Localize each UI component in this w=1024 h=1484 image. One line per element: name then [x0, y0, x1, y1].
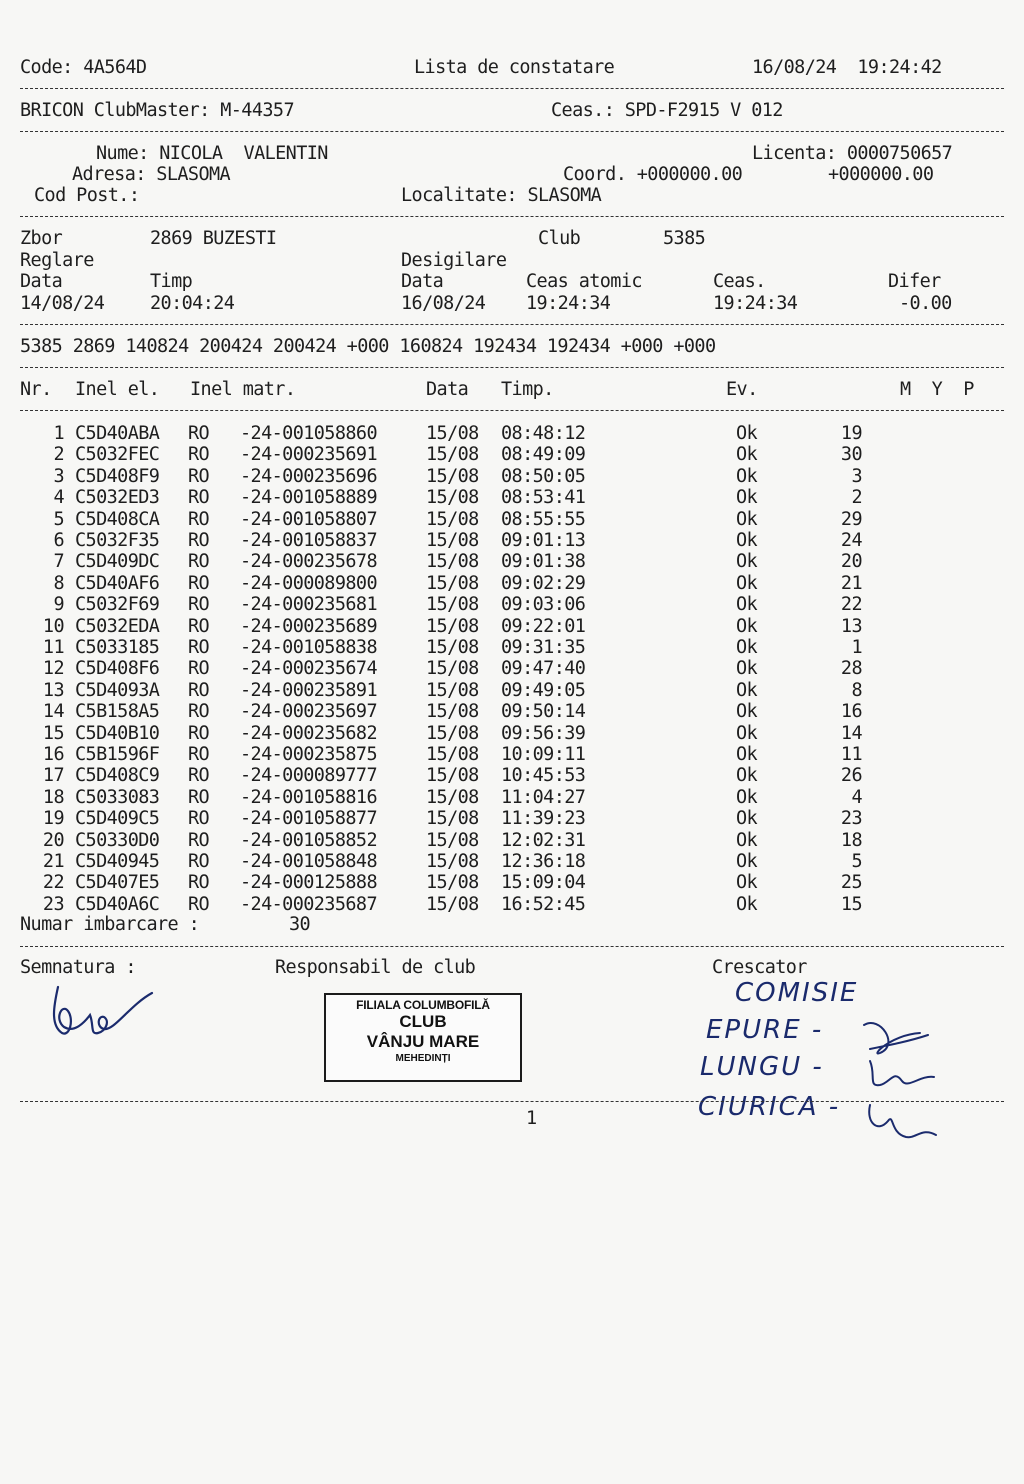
row-ev: Ok: [736, 658, 758, 680]
row-m: 11: [840, 744, 862, 765]
row-date: 15/08: [426, 893, 479, 915]
row-nr: 11: [42, 637, 64, 658]
col-inel-matr: Inel matr.: [190, 379, 296, 400]
row-date: 15/08: [426, 786, 479, 808]
col-timp: Timp.: [501, 379, 554, 400]
row-date: 15/08: [426, 872, 479, 894]
row-country: RO: [188, 744, 210, 765]
row-time: 10:45:53: [501, 765, 586, 787]
row-inel-el: C50330D0: [75, 829, 160, 851]
row-m: 4: [851, 786, 862, 808]
club-stamp: [324, 993, 522, 1082]
table-row: [0, 765, 1024, 786]
row-nr: 21: [42, 851, 64, 872]
row-nr: 6: [53, 530, 64, 551]
row-country: RO: [188, 851, 210, 872]
table-row: [0, 509, 1024, 530]
row-nr: 23: [42, 893, 64, 915]
table-row: [0, 551, 1024, 572]
row-inel-el: C5D408CA: [75, 508, 160, 530]
row-inel-el: C5033083: [75, 786, 160, 808]
signature-scribble: [40, 975, 160, 1055]
row-inel-matr: -24-000235687: [240, 893, 377, 915]
table-row: [0, 744, 1024, 765]
row-nr: 14: [42, 701, 64, 723]
col-myp: M Y P: [900, 379, 974, 400]
reglare-date: 14/08/24: [20, 293, 105, 314]
owner-address: Adresa: SLASOMA: [72, 164, 231, 185]
col-ev: Ev.: [726, 379, 758, 400]
row-country: RO: [188, 530, 210, 551]
row-country: RO: [188, 829, 210, 851]
owner-coord: Coord. +000000.00: [563, 164, 743, 185]
row-country: RO: [188, 594, 210, 616]
row-nr: 15: [42, 722, 64, 744]
row-ev: Ok: [736, 893, 758, 915]
zbor-label: Zbor: [20, 228, 63, 249]
row-inel-matr: -24-000089800: [240, 572, 377, 594]
row-m: 25: [840, 872, 862, 894]
row-inel-matr: -24-001058860: [240, 423, 377, 444]
row-ev: Ok: [736, 530, 758, 551]
row-date: 15/08: [426, 765, 479, 787]
row-nr: 17: [42, 765, 64, 787]
boarding-value: 30: [289, 914, 311, 935]
row-nr: 10: [42, 615, 64, 637]
row-inel-el: C5D40A6C: [75, 893, 160, 915]
row-inel-el: C5D409C5: [75, 808, 160, 830]
row-nr: 1: [53, 423, 64, 444]
row-ev: Ok: [736, 551, 758, 573]
row-inel-el: C5032F35: [75, 530, 160, 551]
separator: [20, 131, 1004, 132]
row-nr: 13: [42, 679, 64, 701]
table-row: [0, 872, 1024, 893]
separator: [20, 88, 1004, 89]
row-country: RO: [188, 508, 210, 530]
code-text: Code: 4A564D: [20, 57, 147, 78]
table-row: [0, 808, 1024, 829]
clubmaster-text: BRICON ClubMaster: M-44357: [20, 100, 294, 121]
row-time: 09:49:05: [501, 679, 586, 701]
table-row: [0, 680, 1024, 701]
row-ev: Ok: [736, 594, 758, 616]
row-ev: Ok: [736, 444, 758, 466]
row-time: 09:31:35: [501, 637, 586, 658]
row-country: RO: [188, 487, 210, 509]
row-date: 15/08: [426, 829, 479, 851]
row-inel-el: C5033185: [75, 637, 160, 658]
row-m: 26: [840, 765, 862, 787]
row-inel-matr: -24-001058848: [240, 851, 377, 872]
separator: [20, 324, 1004, 325]
row-time: 12:02:31: [501, 829, 586, 851]
row-nr: 3: [53, 465, 64, 487]
row-m: 23: [840, 808, 862, 830]
row-country: RO: [188, 872, 210, 894]
row-m: 16: [840, 701, 862, 723]
row-inel-matr: -24-000235689: [240, 615, 377, 637]
col-nr: Nr.: [20, 379, 52, 400]
reglare-label: Reglare: [20, 250, 94, 271]
row-time: 08:49:09: [501, 444, 586, 466]
row-time: 09:02:29: [501, 572, 586, 594]
row-ev: Ok: [736, 829, 758, 851]
row-inel-el: C5B1596F: [75, 744, 160, 765]
owner-name: Nume: NICOLA VALENTIN: [96, 143, 328, 164]
row-inel-matr: -24-001058889: [240, 487, 377, 509]
col-data: Data: [426, 379, 469, 400]
reglare-time: 20:04:24: [150, 293, 235, 314]
row-time: 12:36:18: [501, 851, 586, 872]
row-date: 15/08: [426, 808, 479, 830]
owner-postal: Cod Post.:: [34, 185, 140, 206]
row-country: RO: [188, 572, 210, 594]
row-country: RO: [188, 551, 210, 573]
difer-label: Difer: [888, 271, 941, 292]
row-inel-el: C5D40945: [75, 851, 160, 872]
row-m: 15: [840, 893, 862, 915]
row-ev: Ok: [736, 722, 758, 744]
row-m: 13: [840, 615, 862, 637]
owner-license: Licenta: 0000750657: [752, 143, 953, 164]
row-time: 09:03:06: [501, 594, 586, 616]
row-inel-el: C5D409DC: [75, 551, 160, 573]
desigilare-data-label: Data: [401, 271, 444, 292]
row-time: 11:04:27: [501, 786, 586, 808]
table-row: [0, 658, 1024, 679]
row-date: 15/08: [426, 658, 479, 680]
row-ev: Ok: [736, 786, 758, 808]
row-date: 15/08: [426, 637, 479, 658]
difer-value: -0.00: [899, 293, 952, 314]
row-time: 11:39:23: [501, 808, 586, 830]
row-country: RO: [188, 722, 210, 744]
zbor-value: 2869 BUZESTI: [150, 228, 277, 249]
row-time: 08:55:55: [501, 508, 586, 530]
row-nr: 7: [53, 551, 64, 573]
row-inel-matr: -24-000235875: [240, 744, 377, 765]
row-inel-el: C5D4093A: [75, 679, 160, 701]
row-time: 10:09:11: [501, 744, 586, 765]
table-header: [0, 379, 1024, 400]
row-date: 15/08: [426, 615, 479, 637]
row-ev: Ok: [736, 808, 758, 830]
row-country: RO: [188, 658, 210, 680]
row-date: 15/08: [426, 722, 479, 744]
signature-label: Semnatura :: [20, 957, 136, 978]
row-inel-matr: -24-000235691: [240, 444, 377, 466]
row-ev: Ok: [736, 765, 758, 787]
handwritten-ciurica: CIURICA -: [698, 1092, 841, 1122]
row-nr: 4: [53, 487, 64, 509]
row-inel-matr: -24-000235697: [240, 701, 377, 723]
row-m: 1: [851, 637, 862, 658]
committee-signatures: [850, 1005, 940, 1155]
row-nr: 18: [42, 786, 64, 808]
separator: [20, 367, 1004, 368]
row-inel-el: C5D408F9: [75, 465, 160, 487]
desigilare-clock-time: 19:24:34: [713, 293, 798, 314]
row-country: RO: [188, 615, 210, 637]
desigilare-atomic-time: 19:24:34: [526, 293, 611, 314]
handwritten-comisie: COMISIE: [735, 978, 859, 1008]
row-time: 09:01:13: [501, 530, 586, 551]
table-row: [0, 701, 1024, 722]
row-inel-matr: -24-001058837: [240, 530, 377, 551]
separator: [20, 1101, 1004, 1102]
row-time: 09:47:40: [501, 658, 586, 680]
table-row: [0, 530, 1024, 551]
row-ev: Ok: [736, 465, 758, 487]
row-ev: Ok: [736, 744, 758, 765]
table-row: [0, 723, 1024, 744]
row-inel-matr: -24-001058877: [240, 808, 377, 830]
row-m: 14: [840, 722, 862, 744]
table-row: [0, 894, 1024, 915]
row-time: 08:50:05: [501, 465, 586, 487]
row-inel-el: C5032EDA: [75, 615, 160, 637]
row-nr: 20: [42, 829, 64, 851]
row-date: 15/08: [426, 701, 479, 723]
row-ev: Ok: [736, 701, 758, 723]
row-date: 15/08: [426, 851, 479, 872]
table-row: [0, 830, 1024, 851]
row-country: RO: [188, 786, 210, 808]
row-m: 3: [851, 465, 862, 487]
row-m: 28: [840, 658, 862, 680]
row-time: 09:56:39: [501, 722, 586, 744]
row-country: RO: [188, 465, 210, 487]
row-nr: 9: [53, 594, 64, 616]
row-inel-matr: -24-001058816: [240, 786, 377, 808]
row-country: RO: [188, 444, 210, 466]
row-inel-matr: -24-001058852: [240, 829, 377, 851]
document-datetime: 16/08/24 19:24:42: [752, 57, 942, 78]
row-time: 09:50:14: [501, 701, 586, 723]
boarding-label: Numar imbarcare :: [20, 914, 200, 935]
row-m: 20: [840, 551, 862, 573]
club-responsible-label: Responsabil de club: [275, 957, 476, 978]
row-ev: Ok: [736, 615, 758, 637]
row-m: 30: [840, 444, 862, 466]
row-country: RO: [188, 808, 210, 830]
table-row: [0, 637, 1024, 658]
row-date: 15/08: [426, 572, 479, 594]
row-m: 19: [840, 423, 862, 444]
row-country: RO: [188, 679, 210, 701]
stamp-line-3: VÂNJU MARE: [366, 1032, 480, 1051]
table-row: [0, 616, 1024, 637]
reglare-timp-label: Timp: [150, 271, 193, 292]
row-date: 15/08: [426, 423, 479, 444]
row-m: 2: [851, 487, 862, 509]
separator: [20, 216, 1004, 217]
row-country: RO: [188, 765, 210, 787]
ceas-label: Ceas.: [713, 271, 766, 292]
handwritten-epure: EPURE -: [706, 1015, 824, 1045]
row-inel-el: C5D40AF6: [75, 572, 160, 594]
desigilare-date: 16/08/24: [401, 293, 486, 314]
row-date: 15/08: [426, 594, 479, 616]
table-row: [0, 423, 1024, 444]
row-time: 08:48:12: [501, 423, 586, 444]
row-nr: 2: [53, 444, 64, 466]
row-inel-el: C5D40B10: [75, 722, 160, 744]
page-number: 1: [526, 1108, 537, 1129]
row-nr: 19: [42, 808, 64, 830]
table-row: [0, 444, 1024, 465]
row-inel-el: C5D408F6: [75, 658, 160, 680]
row-date: 15/08: [426, 487, 479, 509]
row-m: 29: [840, 508, 862, 530]
row-date: 15/08: [426, 508, 479, 530]
row-date: 15/08: [426, 679, 479, 701]
row-nr: 5: [53, 508, 64, 530]
row-country: RO: [188, 701, 210, 723]
row-m: 8: [851, 679, 862, 701]
separator: [20, 946, 1004, 947]
owner-locality: Localitate: SLASOMA: [401, 185, 602, 206]
table-row: [0, 787, 1024, 808]
row-m: 5: [851, 851, 862, 872]
owner-coord-2: +000000.00: [828, 164, 934, 185]
row-ev: Ok: [736, 679, 758, 701]
ceas-atomic-label: Ceas atomic: [526, 271, 642, 292]
row-time: 09:01:38: [501, 551, 586, 573]
row-time: 15:09:04: [501, 872, 586, 894]
row-nr: 22: [42, 872, 64, 894]
row-m: 18: [840, 829, 862, 851]
row-ev: Ok: [736, 423, 758, 444]
row-nr: 16: [42, 744, 64, 765]
row-inel-el: C5D407E5: [75, 872, 160, 894]
table-row: [0, 573, 1024, 594]
row-inel-matr: -24-000235696: [240, 465, 377, 487]
clock-text: Ceas.: SPD-F2915 V 012: [551, 100, 783, 121]
reglare-data-label: Data: [20, 271, 63, 292]
row-inel-matr: -24-000125888: [240, 872, 377, 894]
row-inel-matr: -24-000235678: [240, 551, 377, 573]
row-m: 22: [840, 594, 862, 616]
row-nr: 12: [42, 658, 64, 680]
row-ev: Ok: [736, 508, 758, 530]
row-inel-matr: -24-000235681: [240, 594, 377, 616]
club-value: 5385: [663, 228, 706, 249]
row-ev: Ok: [736, 637, 758, 658]
row-country: RO: [188, 423, 210, 444]
row-date: 15/08: [426, 530, 479, 551]
col-inel-el: Inel el.: [75, 379, 160, 400]
breeder-label: Crescator: [712, 957, 807, 978]
row-ev: Ok: [736, 572, 758, 594]
row-date: 15/08: [426, 465, 479, 487]
row-date: 15/08: [426, 551, 479, 573]
row-inel-matr: -24-001058807: [240, 508, 377, 530]
document-title: Lista de constatare: [414, 57, 615, 78]
row-time: 16:52:45: [501, 893, 586, 915]
stamp-line-4: MEHEDINȚI: [395, 1053, 451, 1064]
row-time: 09:22:01: [501, 615, 586, 637]
row-ev: Ok: [736, 872, 758, 894]
row-m: 24: [840, 530, 862, 551]
row-inel-matr: -24-000235682: [240, 722, 377, 744]
row-inel-el: C5B158A5: [75, 701, 160, 723]
row-date: 15/08: [426, 444, 479, 466]
row-inel-el: C5D40ABA: [75, 423, 160, 444]
table-row: [0, 851, 1024, 872]
row-inel-el: C5032FEC: [75, 444, 160, 466]
row-inel-matr: -24-000235674: [240, 658, 377, 680]
row-date: 15/08: [426, 744, 479, 765]
row-inel-matr: -24-000235891: [240, 679, 377, 701]
row-inel-el: C5032ED3: [75, 487, 160, 509]
stamp-line-2: CLUB: [399, 1012, 447, 1031]
table-row: [0, 466, 1024, 487]
row-m: 21: [840, 572, 862, 594]
desigilare-label: Desigilare: [401, 250, 507, 271]
handwritten-lungu: LUNGU -: [700, 1052, 824, 1082]
row-ev: Ok: [736, 851, 758, 872]
row-inel-matr: -24-000089777: [240, 765, 377, 787]
row-inel-el: C5032F69: [75, 594, 160, 616]
row-ev: Ok: [736, 487, 758, 509]
stamp-line-1: FILIALA COLUMBOFILĂ: [356, 998, 490, 1012]
table-row: [0, 487, 1024, 508]
row-nr: 8: [53, 572, 64, 594]
row-country: RO: [188, 637, 210, 658]
separator: [20, 410, 1004, 411]
table-row: [0, 594, 1024, 615]
row-inel-el: C5D408C9: [75, 765, 160, 787]
summary-line: 5385 2869 140824 200424 200424 +000 160824 192434 192434 +000 +000: [20, 336, 716, 357]
row-country: RO: [188, 893, 210, 915]
row-inel-matr: -24-001058838: [240, 637, 377, 658]
row-time: 08:53:41: [501, 487, 586, 509]
club-label: Club: [538, 228, 581, 249]
